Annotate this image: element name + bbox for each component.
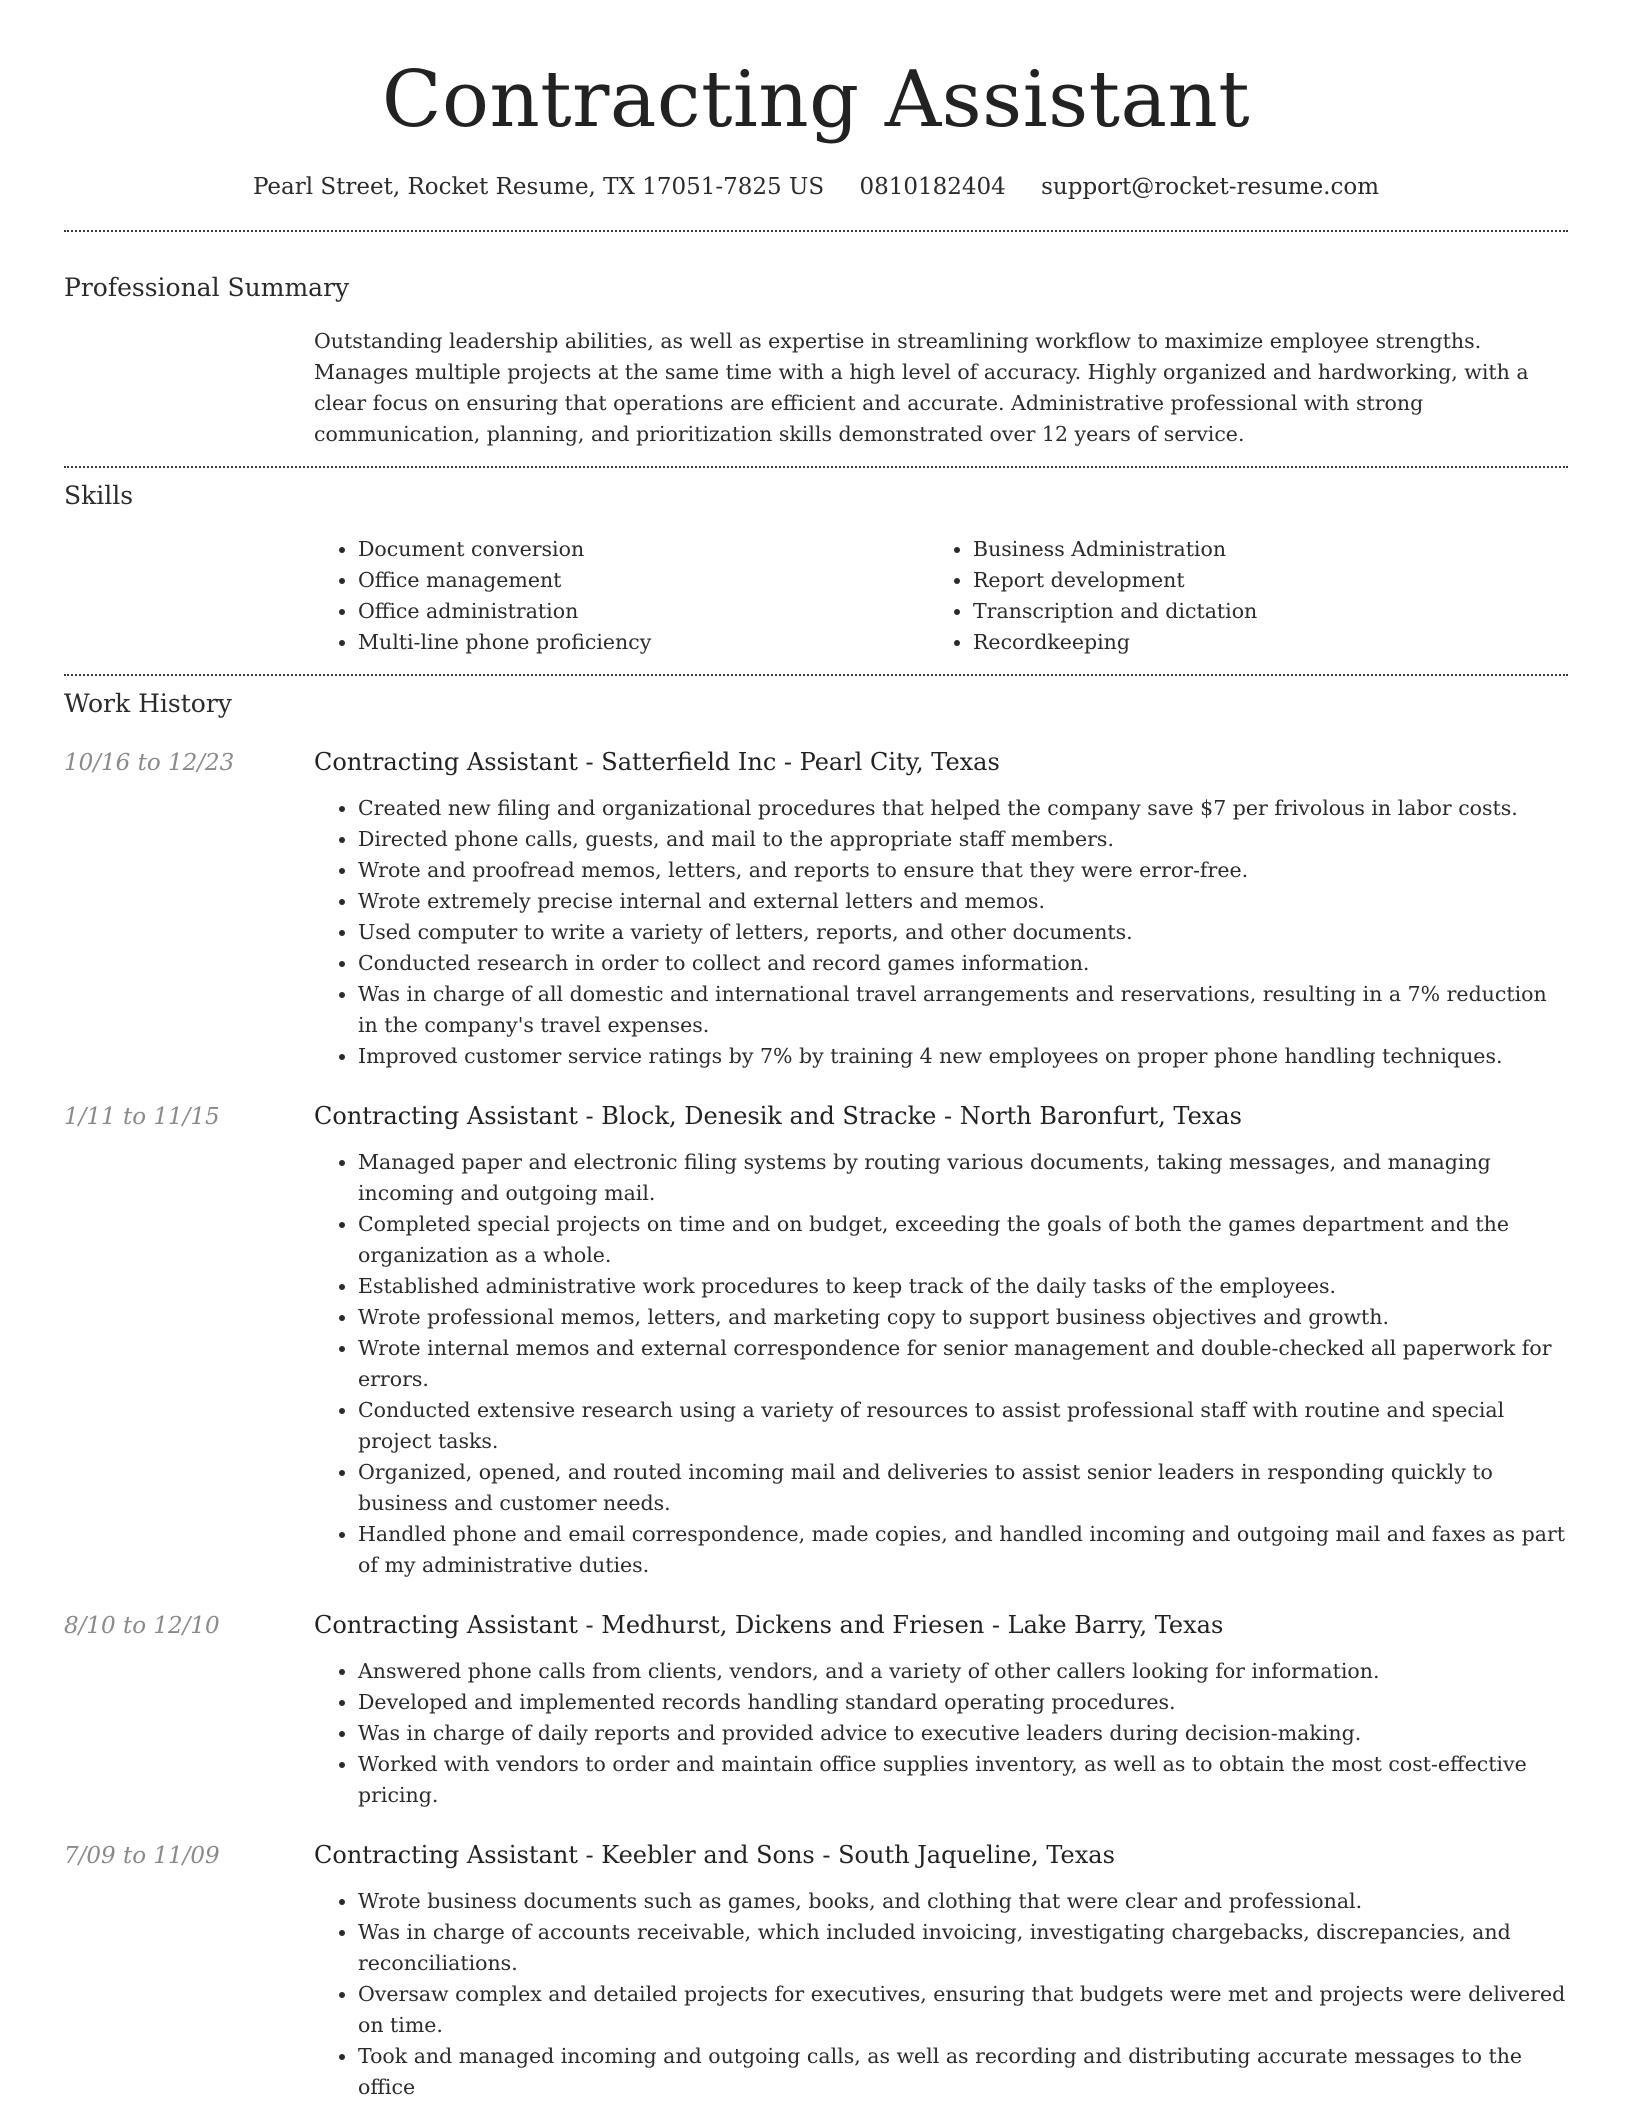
job-bullet: • Wrote and proofread memos, letters, and reports to ensure that they were error-free. [358,855,1568,886]
job-bullet: • Oversaw complex and detailed projects for executives, ensuring that budgets were met and projects were delivered on time. [358,1979,1568,2041]
skills-list [929,534,1544,658]
skill-item: • Office administration [358,596,929,627]
contact-address: Pearl Street, Rocket Resume, TX 17051-7825 US [252,174,825,200]
summary-heading: Professional Summary [64,273,350,302]
job-entry [64,746,1568,1072]
job-bullet: • Wrote extremely precise internal and external letters and memos. [358,886,1568,917]
job-bullet: • Was in charge of accounts receivable, which included invoicing, investigating chargebacks, discrepancies, and reconciliations. [358,1917,1568,1979]
job-bullet: • Handled phone and email correspondence, made copies, and handled incoming and outgoing mail and faxes as part of my administrative duties. [358,1519,1568,1581]
section-divider [64,674,1568,676]
job-header [64,1100,1568,1133]
job-bullet: • Was in charge of daily reports and provided advice to executive leaders during decision-making. [358,1718,1568,1749]
work-history-heading: Work History [64,689,232,718]
job-title: Contracting Assistant - Keebler and Sons - South Jaqueline, Texas [314,1841,1115,1869]
job-bullet: • Organized, opened, and routed incoming mail and deliveries to assist senior leaders in responding quickly to business and customer needs. [358,1457,1568,1519]
job-bullet: • Was in charge of all domestic and international travel arrangements and reservations, resulting in a 7% reduction in the company's travel expenses. [358,979,1568,1041]
job-entry [64,1609,1568,1811]
contact-email: support@rocket-resume.com [1041,174,1380,200]
skill-item: • Office management [358,565,929,596]
job-header [64,1839,1568,1872]
skill-item: • Transcription and dictation [973,596,1544,627]
job-bullet: • Used computer to write a variety of letters, reports, and other documents. [358,917,1568,948]
job-bullet: • Wrote professional memos, letters, and marketing copy to support business objectives and growth. [358,1302,1568,1333]
job-bullet: • Worked with vendors to order and maintain office supplies inventory, as well as to obtain the most cost-effective pricing. [358,1749,1568,1811]
skills-list [314,534,929,658]
summary-text: Outstanding leadership abilities, as well as expertise in streamlining workflow to maximize employee strengths. Manages multiple projects at the same time with a high level of accuracy. Highly organized and hardworking, with a clear focus on ensuring that operations are efficient and accurate. Administrative professional with strong communication, planning, and prioritization skills demonstrated over 12 years of service. [314,329,1529,446]
job-bullets [314,1886,1568,2103]
job-bullet: • Wrote internal memos and external correspondence for senior management and double-checked all paperwork for errors. [358,1333,1568,1395]
skills-heading: Skills [64,481,134,510]
job-bullet: • Established administrative work procedures to keep track of the daily tasks of the employees. [358,1271,1568,1302]
job-header [64,1609,1568,1642]
skill-item: • Report development [973,565,1544,596]
job-bullet: • Took and managed incoming and outgoing calls, as well as recording and distributing accurate messages to the office [358,2041,1568,2103]
job-bullet: • Developed and implemented records handling standard operating procedures. [358,1687,1568,1718]
resume-name: Contracting Assistant [381,55,1251,145]
job-date: 10/16 to 12/23 [64,750,235,776]
skill-item: • Business Administration [973,534,1544,565]
job-bullet: • Completed special projects on time and on budget, exceeding the goals of both the games department and the organization as a whole. [358,1209,1568,1271]
contact-phone: 0810182404 [859,174,1006,200]
job-date: 8/10 to 12/10 [64,1613,220,1639]
job-bullet: • Created new filing and organizational procedures that helped the company save $7 per frivolous in labor costs. [358,793,1568,824]
job-bullet: • Answered phone calls from clients, vendors, and a variety of other callers looking for information. [358,1656,1568,1687]
skills-column-left [314,534,929,658]
skills-grid [314,534,1568,658]
skills-column-right [929,534,1544,658]
job-bullet: • Conducted extensive research using a variety of resources to assist professional staff with routine and special project tasks. [358,1395,1568,1457]
job-bullets [314,1656,1568,1811]
job-bullet: • Managed paper and electronic filing systems by routing various documents, taking messages, and managing incoming and outgoing mail. [358,1147,1568,1209]
job-bullet: • Improved customer service ratings by 7% by training 4 new employees on proper phone handling techniques. [358,1041,1568,1072]
skill-item: • Recordkeeping [973,627,1544,658]
section-divider [64,466,1568,468]
contact-line [64,172,1568,202]
job-bullet: • Wrote business documents such as games, books, and clothing that were clear and professional. [358,1886,1568,1917]
job-bullets [314,1147,1568,1581]
job-title: Contracting Assistant - Satterfield Inc - Pearl City, Texas [314,748,1000,776]
job-title: Contracting Assistant - Medhurst, Dickens and Friesen - Lake Barry, Texas [314,1611,1224,1639]
job-date: 1/11 to 11/15 [64,1104,220,1130]
job-title: Contracting Assistant - Block, Denesik and Stracke - North Baronfurt, Texas [314,1102,1242,1130]
section-divider [64,230,1568,232]
job-entry [64,1839,1568,2103]
skill-item: • Document conversion [358,534,929,565]
job-header [64,746,1568,779]
job-bullet: • Conducted research in order to collect and record games information. [358,948,1568,979]
job-bullet: • Directed phone calls, guests, and mail to the appropriate staff members. [358,824,1568,855]
skill-item: • Multi-line phone proficiency [358,627,929,658]
job-entry [64,1100,1568,1581]
job-bullets [314,793,1568,1072]
job-date: 7/09 to 11/09 [64,1843,220,1869]
